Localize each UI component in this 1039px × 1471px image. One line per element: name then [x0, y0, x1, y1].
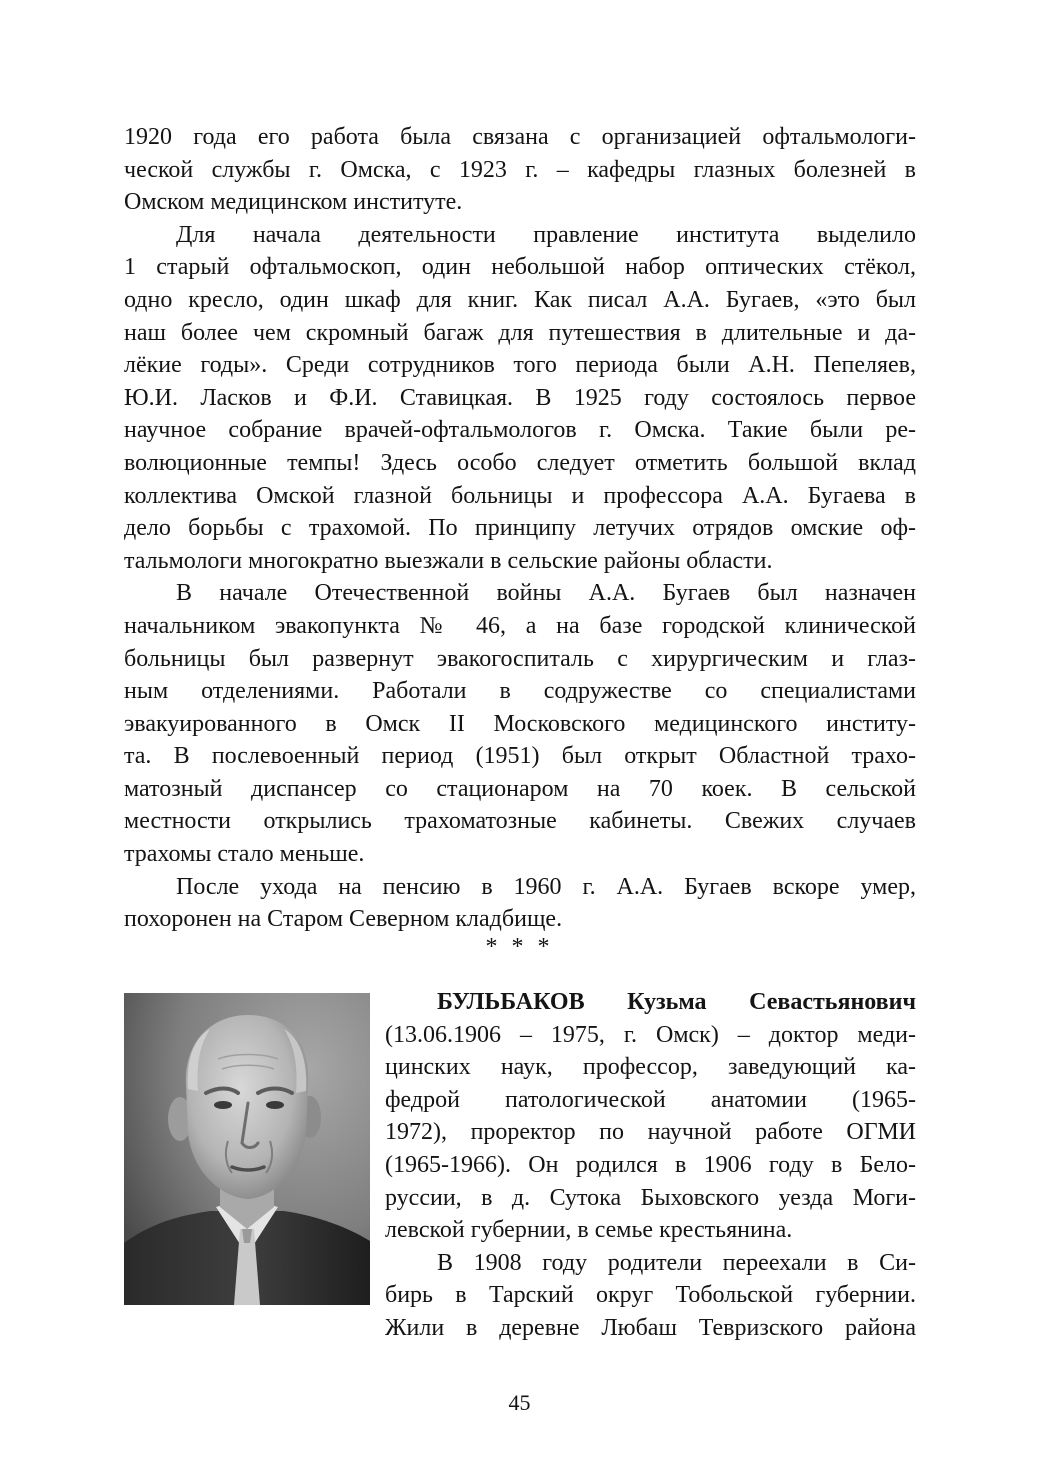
- text-line: цинских наук, профессор, заведующий ка-: [385, 1054, 916, 1081]
- text-line: дело борьбы с трахомой. По принципу летучих отрядов омские оф-: [124, 515, 916, 542]
- text-line: волюционные темпы! Здесь особо следует отметить большой вклад: [124, 449, 916, 476]
- text-line: бирь в Тарский округ Тобольской губернии.: [385, 1282, 916, 1309]
- text-line: В 1908 году родители переехали в Си-: [437, 1249, 916, 1276]
- text-line: В начале Отечественной войны А.А. Бугаев был назначен: [176, 580, 916, 607]
- text-line: (13.06.1906 – 1975, г. Омск) – доктор меди-: [385, 1021, 916, 1048]
- text-line: трахомы стало меньше.: [124, 841, 365, 868]
- person-name: БУЛЬБАКОВ Кузьма Севастьянович: [437, 989, 916, 1015]
- text-line: та. В послевоенный период (1951) был открыт Областной трахо-: [124, 743, 916, 770]
- text-line: лёкие годы». Среди сотрудников того периода были А.Н. Пепеляев,: [124, 352, 916, 379]
- text-line: 1972), проректор по научной работе ОГМИ: [385, 1119, 916, 1146]
- text-line: наш более чем скромный багаж для путешествия в длительные и да-: [124, 319, 916, 346]
- text-line: похоронен на Старом Северном кладбище.: [124, 906, 563, 933]
- text-line: одно кресло, один шкаф для книг. Как писал А.А. Бугаев, «это был: [124, 286, 916, 313]
- portrait-photo-icon: [124, 993, 370, 1305]
- text-line: После ухода на пенсию в 1960 г. А.А. Бугаев вскоре умер,: [176, 873, 916, 900]
- text-line: Омском медицинском институте.: [124, 189, 463, 216]
- text-line: эвакуированного в Омск II Московского медицинского институ-: [124, 710, 916, 737]
- text-line: федрой патологической анатомии (1965-: [385, 1086, 916, 1113]
- text-line: матозный диспансер со стационаром на 70 коек. В сельской: [124, 775, 916, 802]
- text-line: (1965-1966). Он родился в 1906 году в Бело-: [385, 1151, 916, 1178]
- main-text: [124, 121, 916, 936]
- text-line: левской губернии, в семье крестьянина.: [385, 1217, 793, 1244]
- text-line: тальмологи многократно выезжали в сельские районы области.: [124, 547, 773, 574]
- text-line: научное собрание врачей-офтальмологов г. Омска. Такие были ре-: [124, 417, 916, 444]
- text-line: ческой службы г. Омска, с 1923 г. – кафедры глазных болезней в: [124, 156, 916, 183]
- text-line: Ю.И. Ласков и Ф.И. Ставицкая. В 1925 году состоялось первое: [124, 384, 916, 411]
- text-line: начальником эвакопункта № 46, а на базе городской клинической: [124, 612, 916, 639]
- text-line: ным отделениями. Работали в содружестве со специалистами: [124, 678, 916, 705]
- page-number: 45: [508, 1390, 531, 1415]
- text-line: 1 старый офтальмоскоп, один небольшой набор оптических стёкол,: [124, 254, 916, 281]
- text-line: Жили в деревне Любаш Тевризского района: [385, 1314, 916, 1341]
- text-line: больницы был развернут эвакогоспиталь с хирургическим и глаз-: [124, 645, 916, 672]
- section-separator: * * *: [485, 934, 554, 960]
- text-line: руссии, в д. Сутока Быховского уезда Моги-: [385, 1184, 916, 1211]
- biography-text: [385, 986, 916, 1345]
- text-line: местности открылись трахоматозные кабинеты. Свежих случаев: [124, 808, 916, 835]
- text-line: 1920 года его работа была связана с организацией офтальмологи-: [124, 124, 916, 150]
- text-line: Для начала деятельности правление института выделило: [176, 221, 916, 248]
- text-line: коллектива Омской глазной больницы и профессора А.А. Бугаева в: [124, 482, 916, 509]
